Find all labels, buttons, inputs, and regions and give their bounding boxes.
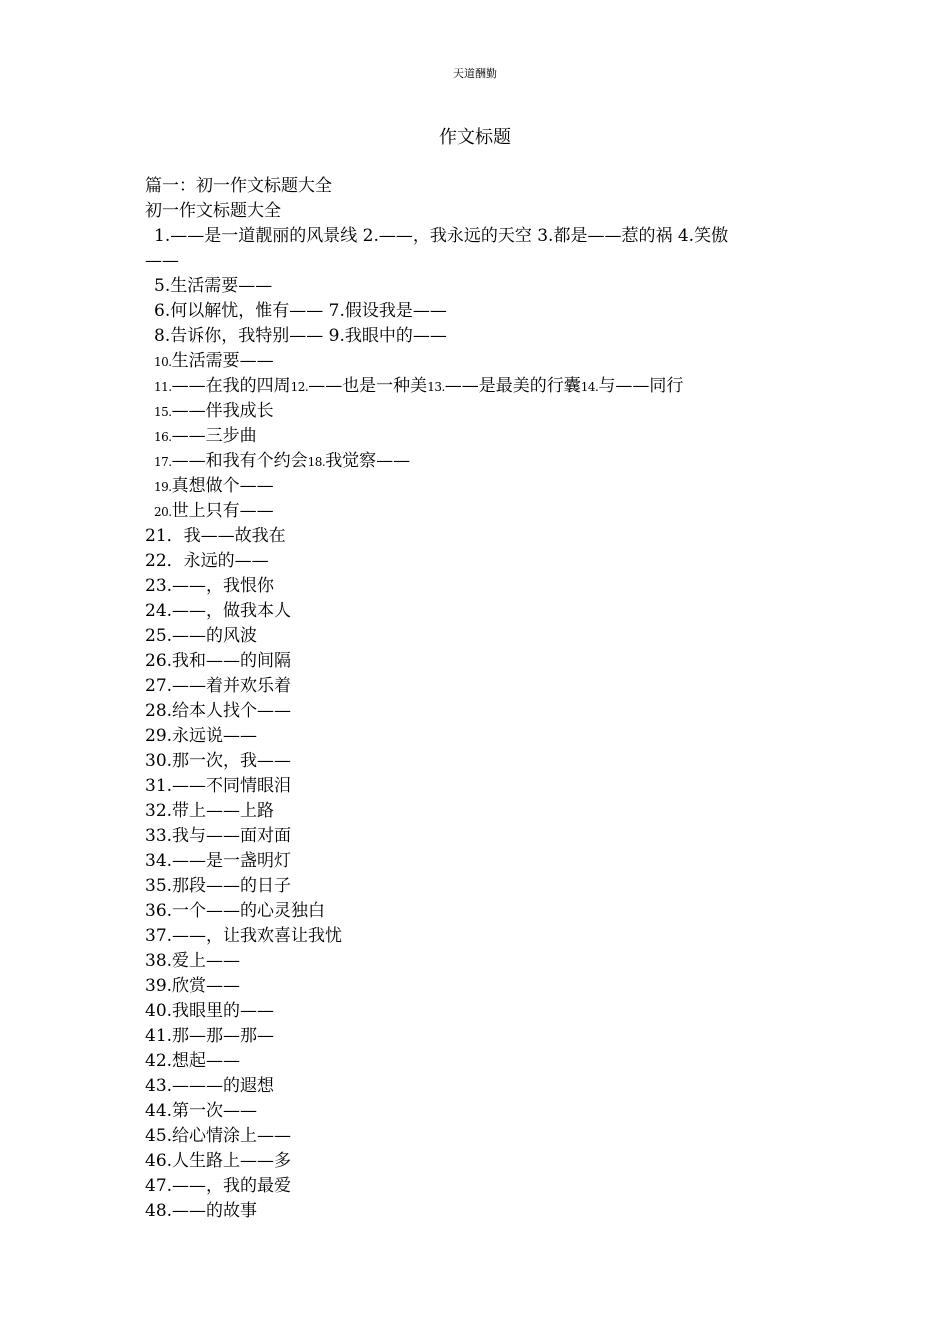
- page-header: 天道酬勤: [453, 67, 497, 80]
- item-number: 14.: [580, 380, 599, 394]
- item-number: 12.: [290, 380, 309, 394]
- item-text: 世上只有——: [171, 501, 274, 521]
- item-number: 15.: [154, 405, 172, 419]
- list-item: 26.我和——的间隔: [145, 651, 292, 671]
- item-text: 生活需要——: [171, 351, 274, 371]
- item-number: 11.: [154, 380, 172, 394]
- list-item: 35.那段——的日子: [145, 876, 292, 896]
- item-number: 16.: [154, 430, 172, 444]
- list-item: 43.———的遐想: [145, 1076, 275, 1096]
- item-number: 10.: [154, 355, 172, 369]
- list-item: 45.给心情涂上——: [145, 1126, 292, 1146]
- page-title: 作文标题: [439, 127, 511, 148]
- list-item: 24.——，做我本人: [145, 601, 292, 621]
- list-line: [145, 449, 805, 474]
- list-item: 34.——是一盏明灯: [145, 851, 292, 871]
- list-item: 22．永远的——: [145, 551, 269, 571]
- list-item: 44.第一次——: [145, 1101, 258, 1121]
- document-body: [145, 174, 805, 1224]
- item-number: 18.: [307, 455, 326, 469]
- item-number: 13.: [427, 380, 445, 394]
- list-item: 27.——着并欢乐着: [145, 676, 292, 696]
- item-text: 真想做个——: [171, 476, 274, 496]
- item-text: ——也是一种美: [308, 376, 428, 396]
- item-text: ——是最美的行囊: [444, 376, 581, 396]
- list-item: 28.给本人找个——: [145, 701, 292, 721]
- list-item: 39.欣赏——: [145, 976, 241, 996]
- list-item: 25.——的风波: [145, 626, 258, 646]
- list-line: [145, 399, 805, 424]
- list-line: 6.何以解忧，惟有—— 7.假设我是——: [154, 301, 447, 321]
- list-item: 30.那一次，我——: [145, 751, 292, 771]
- item-text: ——伴我成长: [171, 401, 274, 421]
- section-heading: 篇一：初一作文标题大全: [145, 176, 332, 196]
- list-item: 46.人生路上——多: [145, 1151, 292, 1171]
- list-item: 41.那—那—那—: [145, 1026, 275, 1046]
- item-text: ——三步曲: [171, 426, 257, 446]
- list-item: 33.我与——面对面: [145, 826, 292, 846]
- list-item: 32.带上——上路: [145, 801, 275, 821]
- list-item: 47.——，我的最爱: [145, 1176, 292, 1196]
- list-line: [145, 499, 805, 524]
- list-line: [145, 424, 805, 449]
- list-item: 29.永远说——: [145, 726, 258, 746]
- list-line: [145, 349, 805, 374]
- list-item: 21．我——故我在: [145, 526, 286, 546]
- item-number: 20.: [154, 505, 172, 519]
- list-line: [145, 374, 805, 399]
- list-item: 40.我眼里的——: [145, 1001, 275, 1021]
- list-item: 38.爱上——: [145, 951, 241, 971]
- item-text: ——和我有个约会: [171, 451, 308, 471]
- list-line: 5.生活需要——: [154, 276, 273, 296]
- list-line: ——: [145, 251, 179, 271]
- item-text: 我觉察——: [325, 451, 411, 471]
- item-number: 17.: [154, 455, 172, 469]
- list-line: 1.——是一道靓丽的风景线 2.——，我永远的天空 3.都是——惹的祸 4.笑傲: [154, 226, 729, 246]
- item-text: 与——同行: [598, 376, 684, 396]
- list-line: 8.告诉你，我特别—— 9.我眼中的——: [154, 326, 447, 346]
- list-line: [145, 474, 805, 499]
- item-text: ——在我的四周: [171, 376, 291, 396]
- sub-heading: 初一作文标题大全: [145, 201, 281, 221]
- list-item: 31.——不同情眼泪: [145, 776, 292, 796]
- list-item: 48.——的故事: [145, 1201, 258, 1221]
- list-item: 42.想起——: [145, 1051, 241, 1071]
- list-item: 36.一个——的心灵独白: [145, 901, 326, 921]
- item-number: 19.: [154, 480, 172, 494]
- list-item: 37.——，让我欢喜让我忧: [145, 926, 343, 946]
- list-item: 23.——，我恨你: [145, 576, 275, 596]
